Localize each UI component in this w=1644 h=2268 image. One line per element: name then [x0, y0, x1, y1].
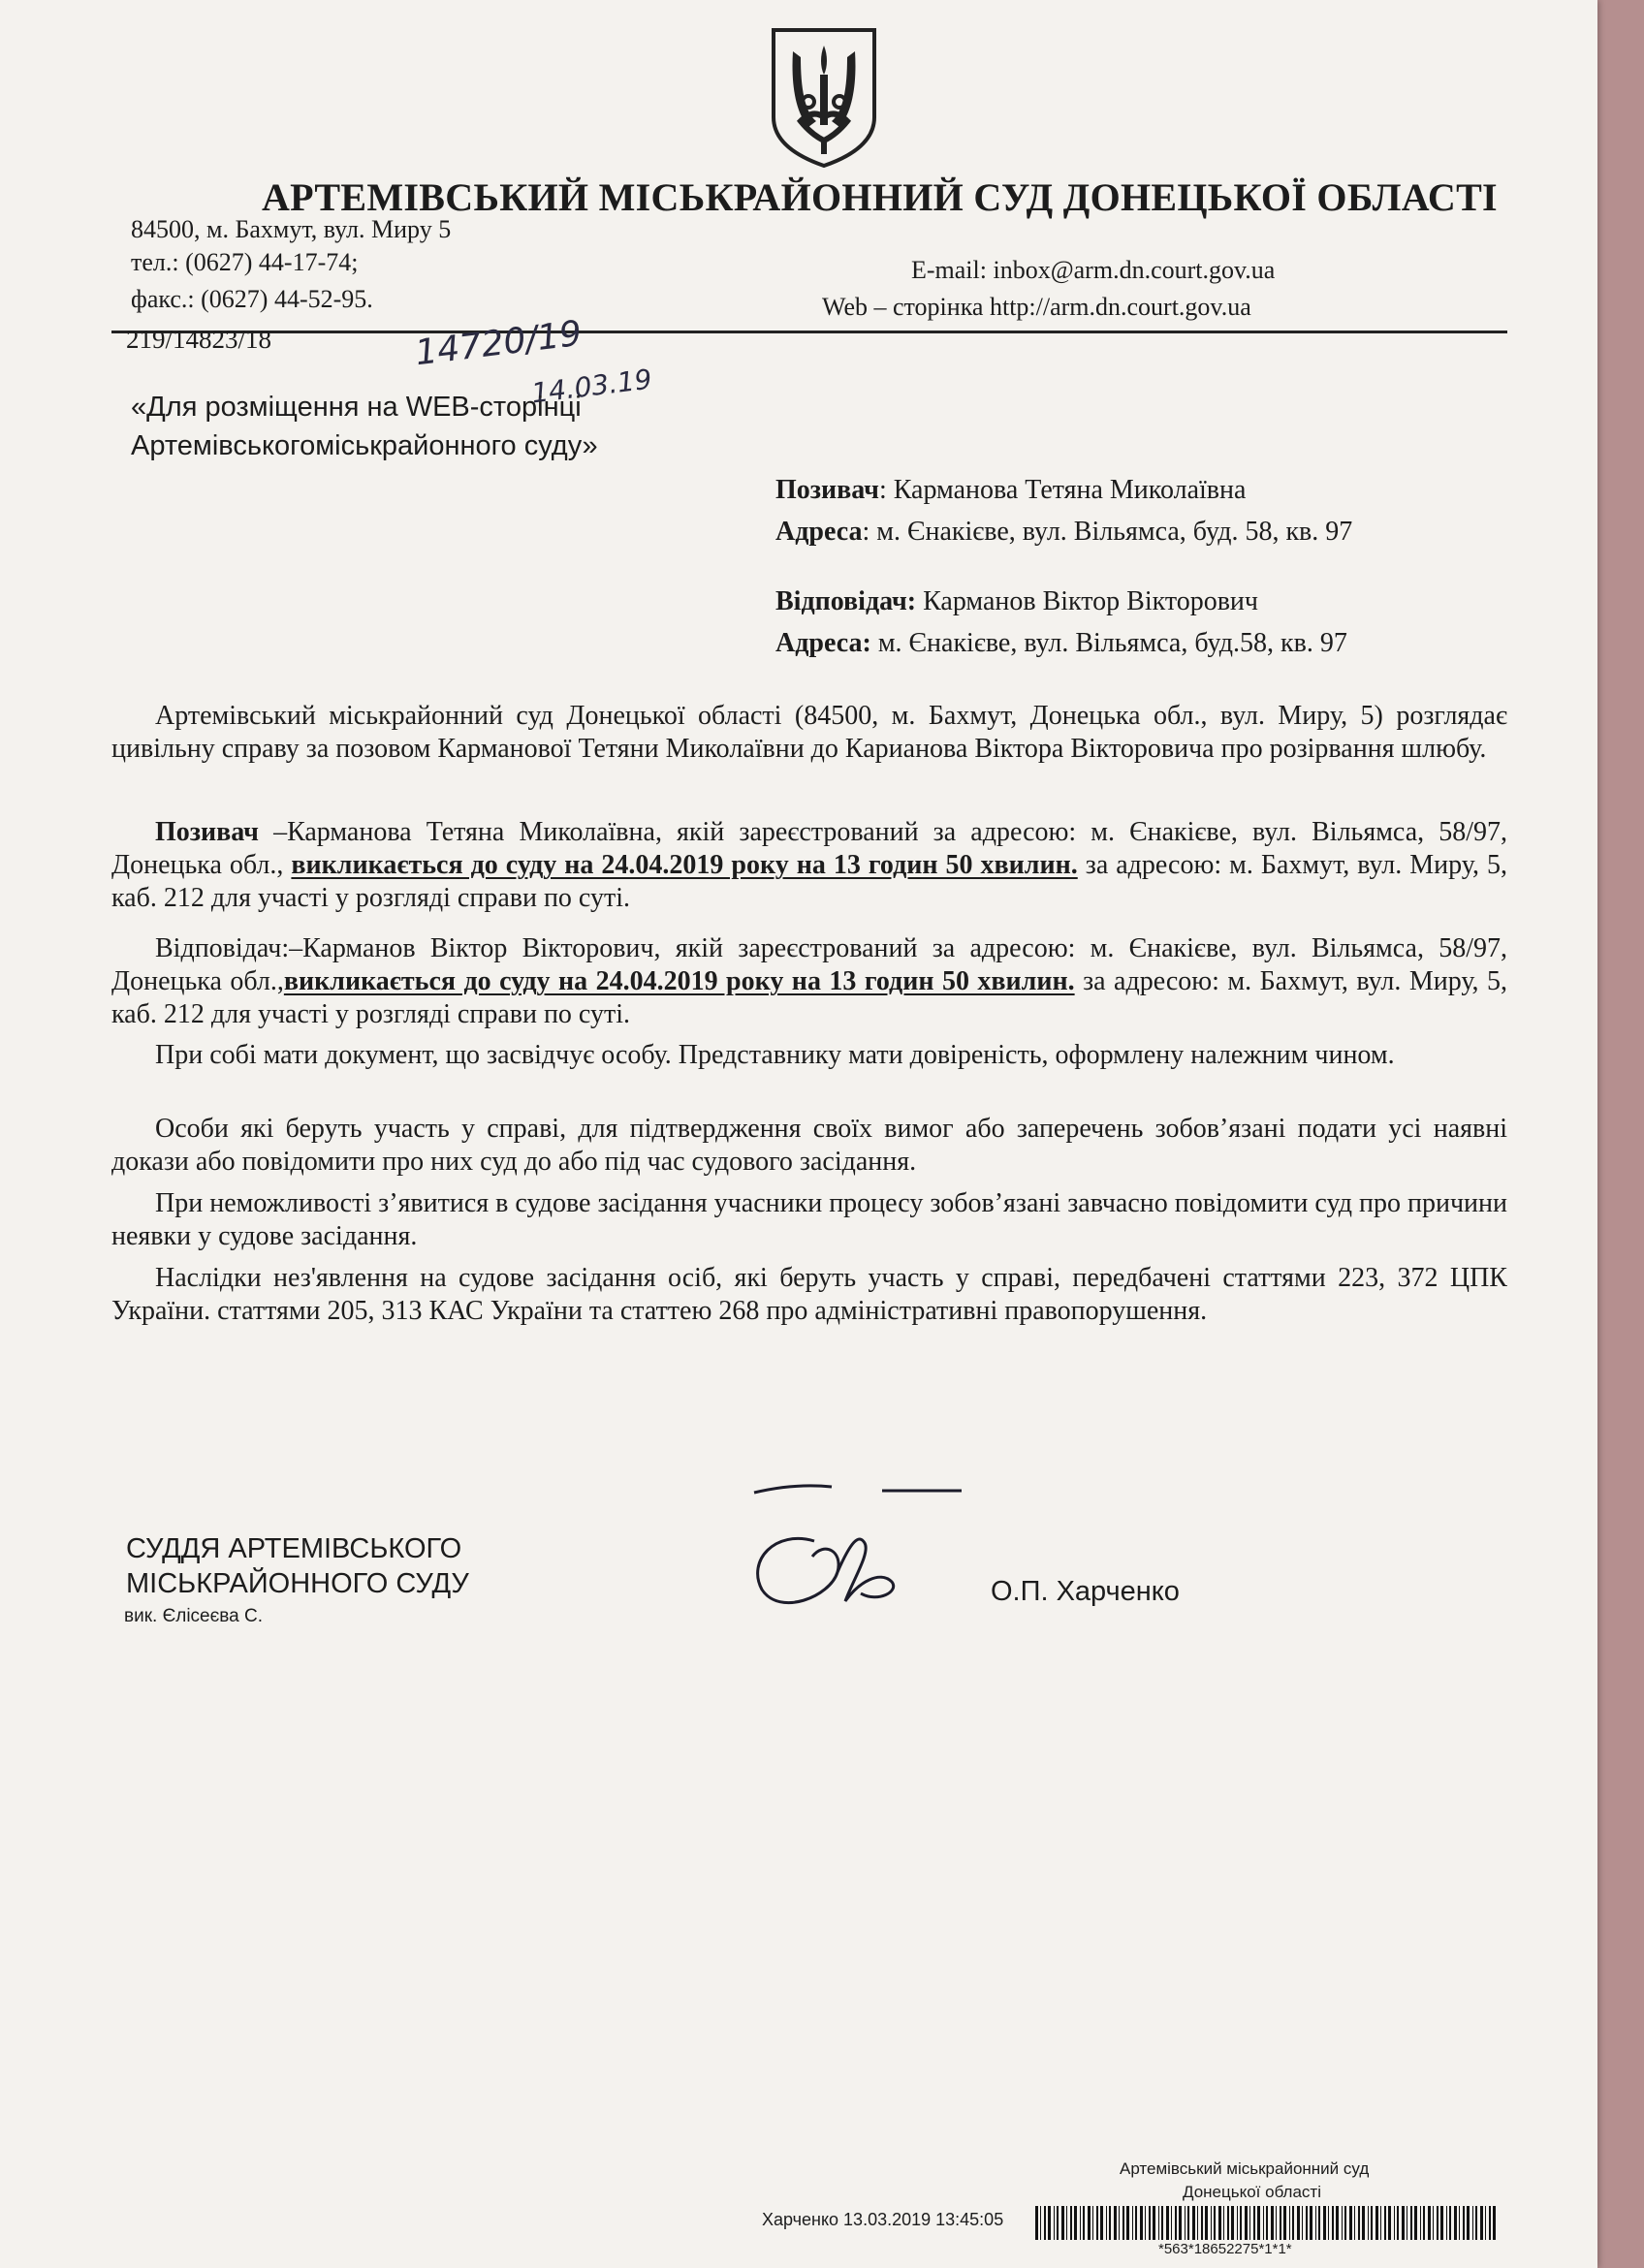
plaintiff-summons-date: викликається до суду на 24.04.2019 року на 13 годин 50 хвилин.: [291, 850, 1078, 880]
web-placement-line1: «Для розміщення на WEB-сторінці: [131, 392, 582, 423]
court-email: E-mail: inbox@arm.dn.court.gov.ua: [911, 256, 1276, 284]
judge-title-line1: СУДДЯ АРТЕМІВСЬКОГО: [126, 1533, 462, 1564]
stamp-court-line2: Донецької області: [1183, 2183, 1321, 2201]
defendant-line: [775, 586, 1258, 617]
defendant-summons-tail: за адресою: м. Бахмут, вул. Миру, 5, каб. 212 для участі у розгляді справи по суті.: [111, 966, 1507, 1029]
plaintiff-summons-label: Позивач: [155, 817, 259, 847]
executor-note: вик. Єлісеєва С.: [124, 1606, 264, 1626]
judge-title-line2: МІСЬКРАЙОННОГО СУДУ: [126, 1568, 469, 1599]
handwritten-signature-icon: [737, 1473, 979, 1619]
defendant-address-label: Адреса:: [775, 628, 871, 658]
evidence-paragraph: Особи які беруть участь у справі, для підтвердження своїх вимог або заперечень зобов’язані подати усі наявні докази або повідомити про них суд до або під час судового засідання.: [111, 1114, 1507, 1177]
defendant-summons-date: викликається до суду на 24.04.2019 року на 13 годин 50 хвилин.: [283, 966, 1075, 996]
court-website: Web – сторінка http://arm.dn.court.gov.ua: [822, 293, 1251, 321]
plaintiff-name: : Карманова Тетяна Миколаївна: [878, 475, 1247, 505]
defendant-summons-paragraph: [111, 932, 1507, 1031]
plaintiff-label: Позивач: [775, 475, 879, 505]
plaintiff-summons-paragraph: [111, 816, 1507, 915]
barcode-icon: [1035, 2206, 1501, 2240]
stamp-court-line1: Артемівський міськрайонний суд: [1120, 2159, 1370, 2178]
web-placement-line2: Артемівськогоміськрайонного суду»: [131, 430, 598, 461]
header-divider: [111, 331, 1507, 333]
court-phone: тел.: (0627) 44-17-74;: [131, 248, 359, 276]
id-document-paragraph: При собі мати документ, що засвідчує особу. Представнику мати довіреність, оформлену належним чином.: [155, 1040, 1395, 1070]
plaintiff-address: : м. Єнакієве, вул. Вільямса, буд. 58, кв. 97: [862, 517, 1353, 547]
court-fax: факс.: (0627) 44-52-95.: [131, 285, 373, 313]
plaintiff-summons-tail: за адресою: м. Бахмут, вул. Миру, 5, каб. 212 для участі у розгляді справи по суті.: [111, 850, 1508, 913]
defendant-address-line: [775, 628, 1347, 659]
stamp-signed-by: Харченко 13.03.2019 13:45:05: [762, 2210, 1004, 2229]
barcode-number: *563*18652275*1*1*: [1158, 2241, 1292, 2257]
intro-paragraph: Артемівський міськрайонний суд Донецької області (84500, м. Бахмут, Донецька обл., вул. Миру, 5) розглядає цивільну справу за позовом Карманової Тетяни Миколаївни до Карианова Віктора Вікторовича про розірвання шлюбу.: [111, 701, 1507, 764]
plaintiff-summons-text: –Карманова Тетяна Миколаївна, якій зареєстрований за адресою: м. Єнакієве, вул. Вільямса, 58/97, Донецька обл.,: [111, 817, 1507, 880]
court-name-heading: АРТЕМІВСЬКИЙ МІСЬКРАЙОННИЙ СУД ДОНЕЦЬКОЇ ОБЛАСТІ: [262, 175, 1498, 219]
defendant-summons-text: Відповідач:–Карманов Віктор Вікторович, якій зареєстрований за адресою: м. Єнакієве, вул. Вільямса, 58/97, Донецька обл.,: [111, 933, 1507, 996]
defendant-name: Карманов Віктор Вікторович: [916, 586, 1258, 616]
plaintiff-address-label: Адреса: [775, 517, 863, 547]
handwritten-reg-date: 14.03.19: [529, 362, 654, 410]
handwritten-reg-number: 14720/19: [413, 313, 585, 374]
web-placement-note: [131, 388, 598, 465]
case-number: 219/14823/18: [126, 325, 272, 354]
judge-title: [126, 1531, 469, 1601]
plaintiff-line: [775, 475, 1246, 506]
judge-name: О.П. Харченко: [991, 1576, 1180, 1607]
consequences-paragraph: Наслідки нез'явлення на судове засідання осіб, які беруть участь у справі, передбачені статтями 223, 372 ЦПК України. статтями 205, 313 КАС України та статтею 268 про адміністративні правопорушення.: [111, 1263, 1507, 1326]
coat-of-arms-icon: [766, 24, 882, 170]
defendant-address: м. Єнакієве, вул. Вільямса, буд.58, кв. 97: [870, 628, 1347, 658]
defendant-label: Відповідач:: [775, 586, 917, 616]
court-address: 84500, м. Бахмут, вул. Миру 5: [131, 215, 452, 243]
plaintiff-address-line: [775, 517, 1352, 548]
absence-notice-paragraph: При неможливості з’явитися в судове засідання учасники процесу зобов’язані завчасно повідомити суд про причини неявки у судове засідання.: [111, 1188, 1507, 1251]
